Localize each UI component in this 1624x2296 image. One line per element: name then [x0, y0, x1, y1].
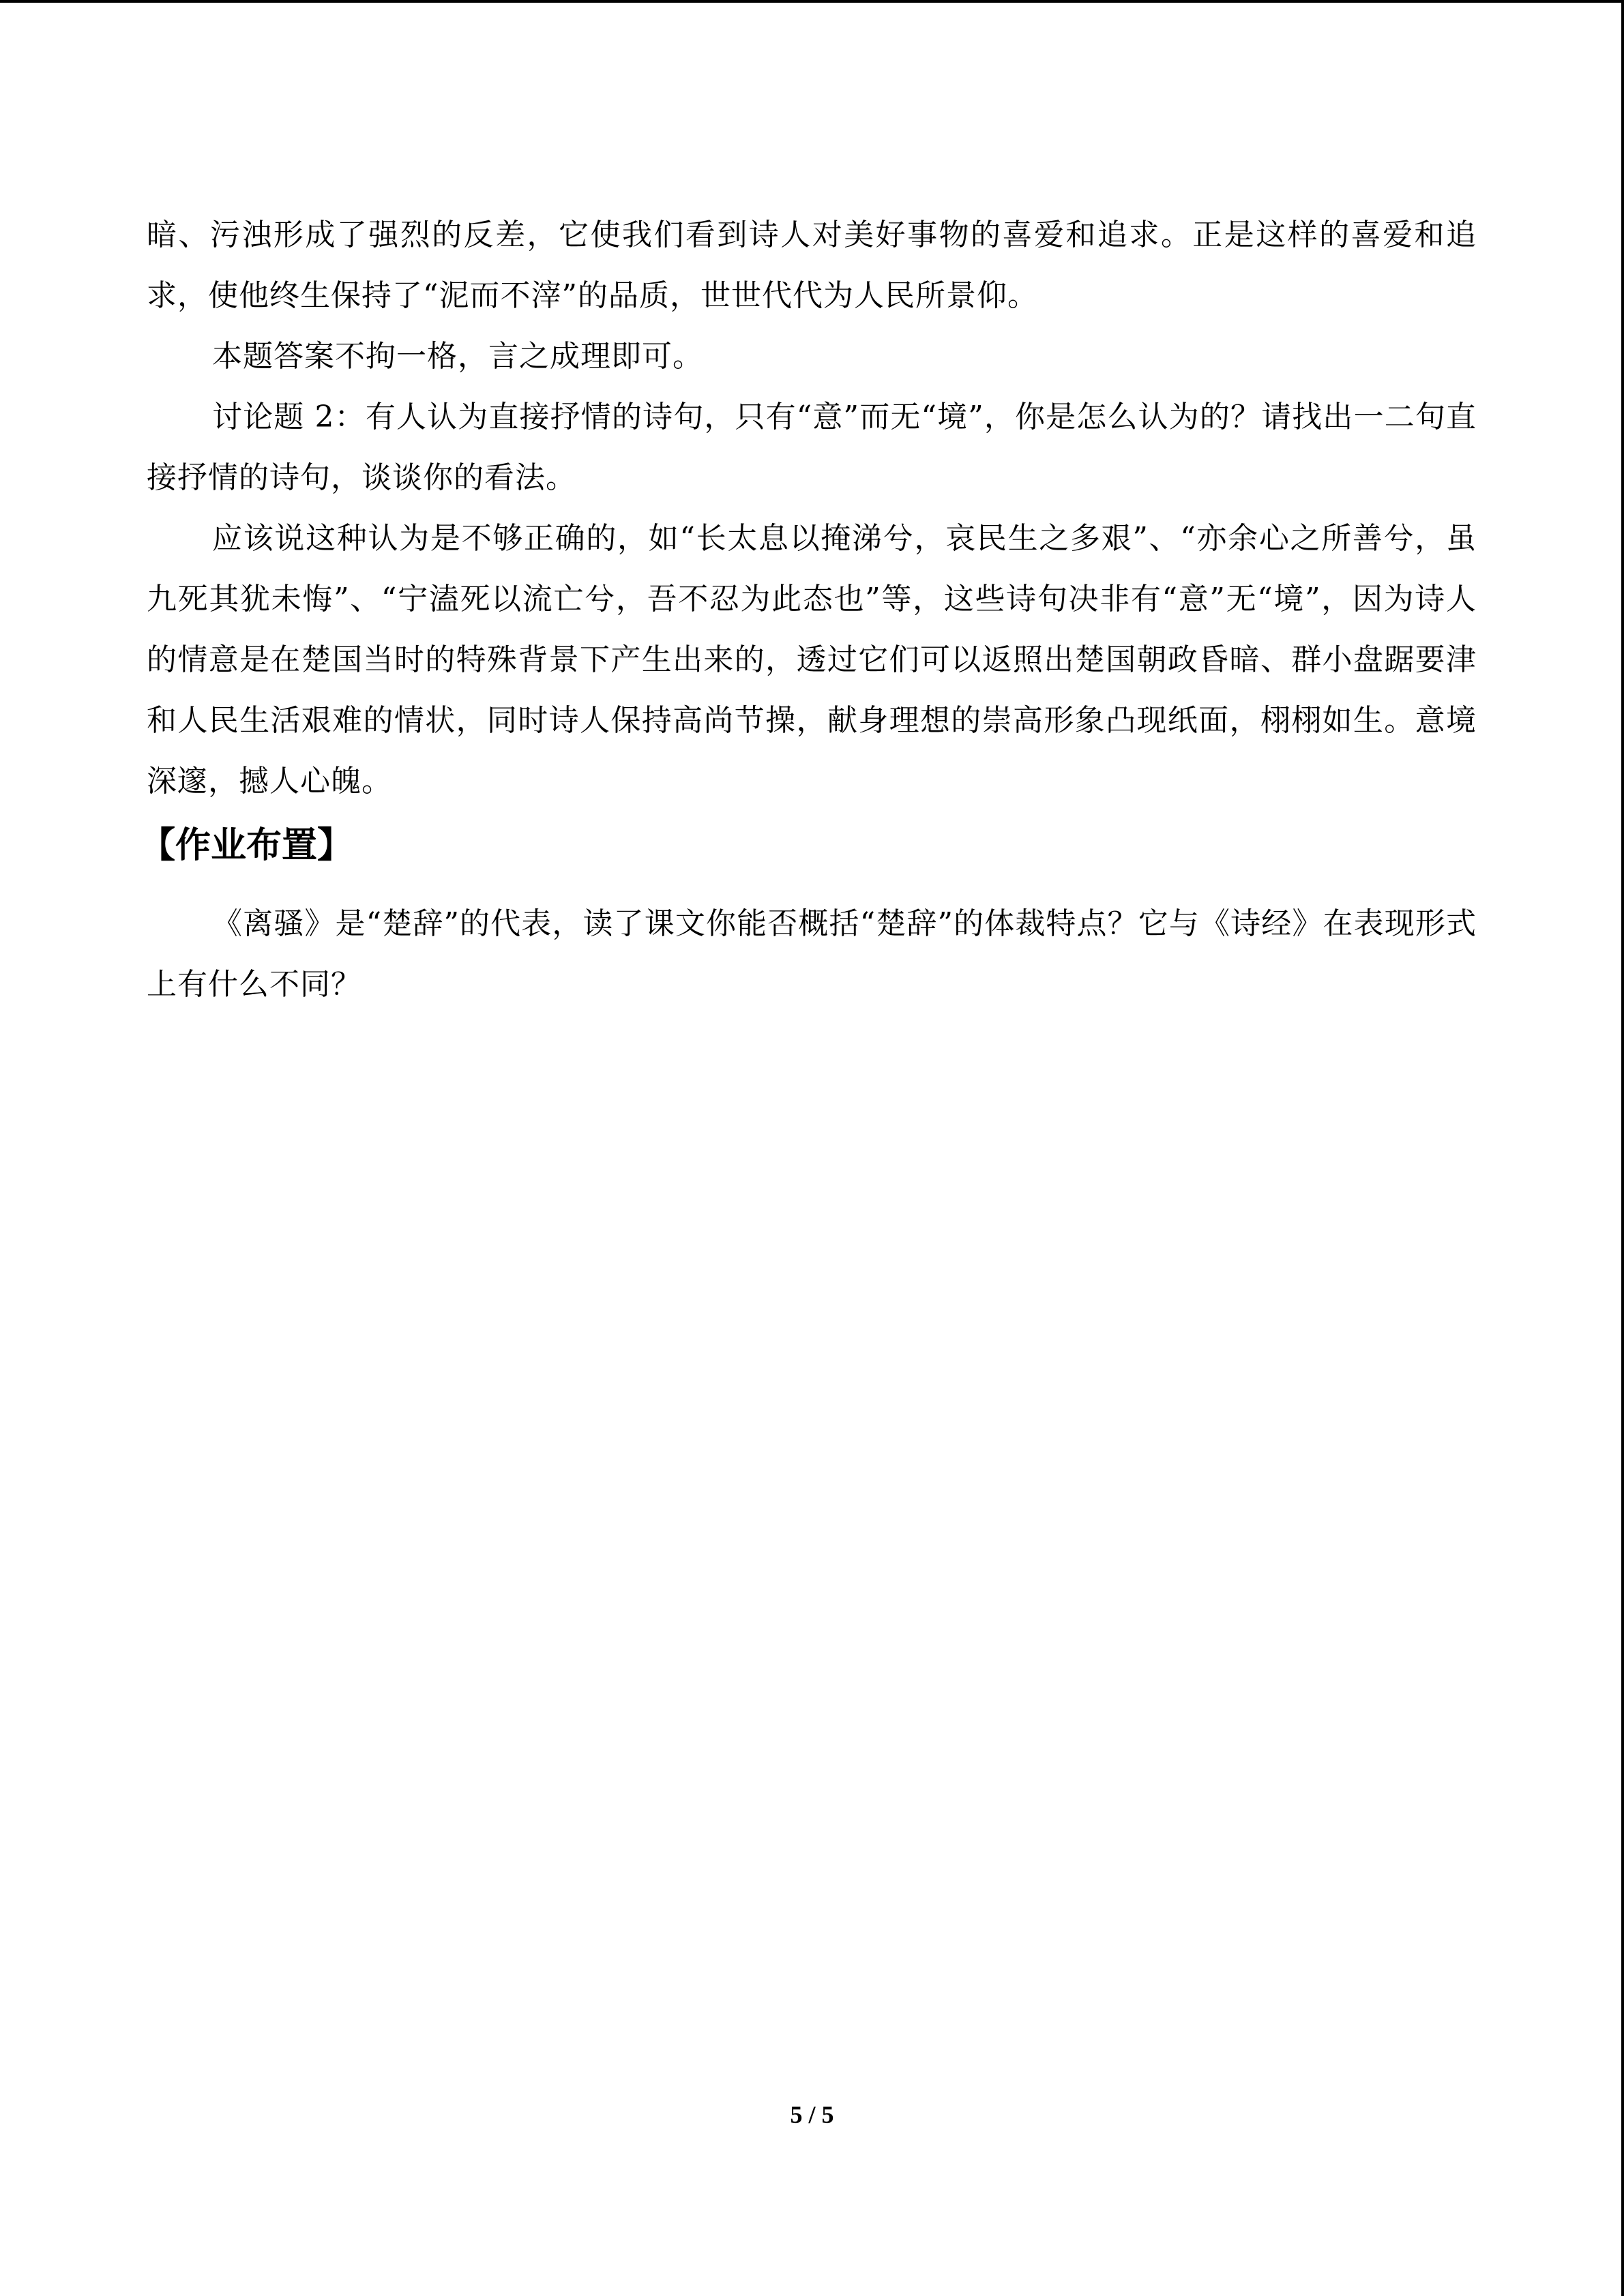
page-content — [140, 205, 1477, 1015]
paragraph-continuation: 暗、污浊形成了强烈的反差，它使我们看到诗人对美好事物的喜爱和追求。正是这样的喜爱和追求，使他终生保持了“泥而不滓”的品质，世世代代为人民所景仰。 — [147, 218, 1477, 313]
top-border — [0, 0, 1624, 3]
right-border — [1621, 0, 1624, 2296]
homework-text: 《离骚》是“楚辞”的代表，读了课文你能否概括“楚辞”的体裁特点？它与《诗经》在表现形式上有什么不同？ — [147, 906, 1477, 1002]
paragraph-answer-note: 本题答案不拘一格，言之成理即可。 — [212, 339, 703, 374]
paragraph-discussion-question-2: 讨论题 2：有人认为直接抒情的诗句，只有“意”而无“境”，你是怎么认为的？请找出一二句直接抒情的诗句，谈谈你的看法。 — [147, 400, 1477, 495]
homework-heading: 【作业布置】 — [140, 825, 353, 866]
paragraph-discussion-answer-2: 应该说这种认为是不够正确的，如“长太息以掩涕兮，哀民生之多艰”、“亦余心之所善兮，虽九死其犹未悔”、“宁溘死以流亡兮，吾不忍为此态也”等，这些诗句决非有“意”无“境”，因为诗人的情意是在楚国当时的特殊背景下产生出来的，透过它们可以返照出楚国朝政昏暗、群小盘踞要津和人民生活艰难的情状，同时诗人保持高尚节操，献身理想的崇高形象凸现纸面，栩栩如生。意境深邃，撼人心魄。 — [147, 521, 1477, 799]
page-number: 5 / 5 — [790, 2101, 834, 2128]
